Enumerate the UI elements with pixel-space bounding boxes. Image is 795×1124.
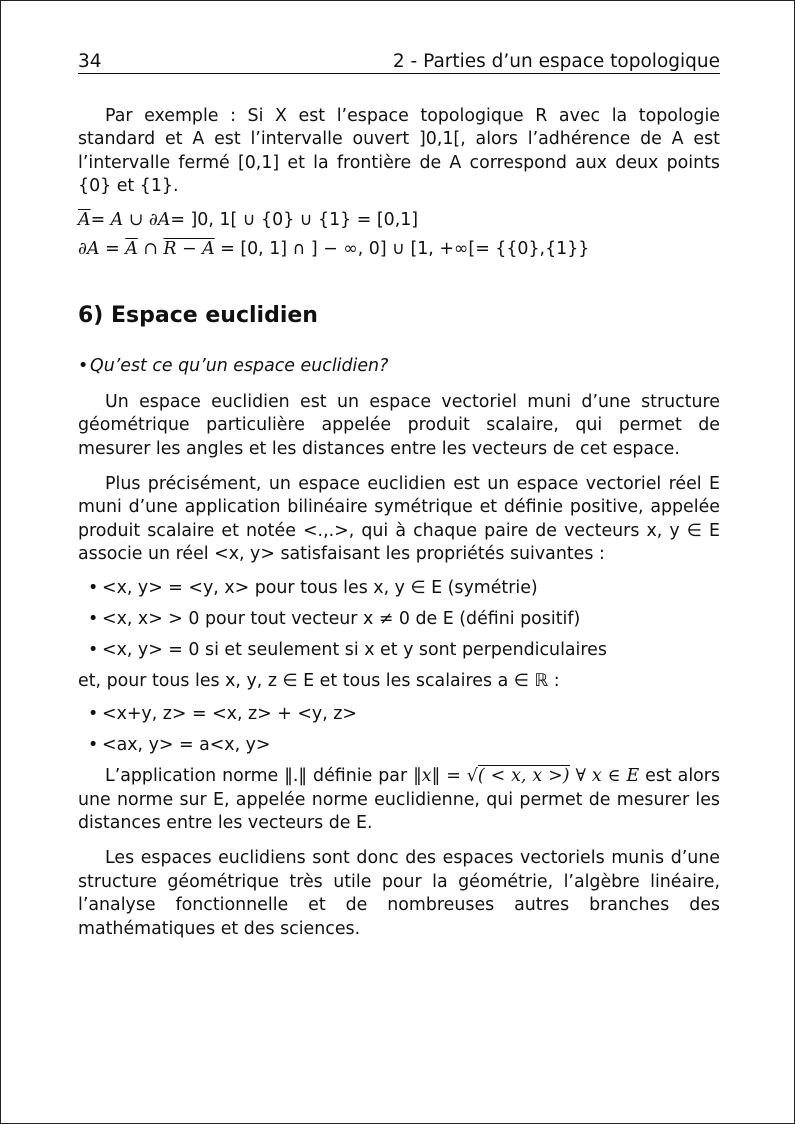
boundary-eq: = <box>99 239 126 260</box>
closure-a: A <box>110 209 124 230</box>
boundary-a: A <box>87 239 100 260</box>
closure-a-boundary: A <box>157 209 171 230</box>
chapter-title: 2 - Parties d’un espace topologique <box>392 51 720 72</box>
boundary-result: = [0, 1] ∩ ] − ∞, 0] ∪ [1, +∞[= {{0},{1}} <box>214 239 590 260</box>
list-item-text: <x, y> = 0 si et seulement si x et y sont perpendiculaires <box>102 639 607 660</box>
bullet-glyph: • <box>88 608 99 629</box>
intro-paragraph: Par exemple : Si X est l’espace topologique R avec la topologie standard et A est l’intervalle ouvert ]0,1[, alors l’adhérence de A est l’intervalle fermé [0,1] et la frontière de A correspond aux deux points {0} et {1}. <box>78 106 720 197</box>
boundary-symbol: ∂ <box>78 239 87 260</box>
section-title: 6) Espace euclidien <box>78 303 318 329</box>
bullet-glyph: • <box>88 639 99 660</box>
closure-formula <box>78 209 720 232</box>
boundary-closure-a: $\overline{A}$ <box>125 239 138 260</box>
page-content <box>78 105 720 941</box>
closure-symbol: $\overline{A}$ <box>78 209 91 230</box>
bullet-glyph: • <box>78 356 89 377</box>
list-item <box>88 577 720 600</box>
closure-result: = ]0, 1[ ∪ {0} ∪ {1} = [0,1] <box>170 209 419 230</box>
boundary-complement: R − A <box>163 239 215 260</box>
list-item <box>88 608 720 631</box>
closure-eq: = <box>90 209 111 230</box>
norm-intro: L’application norme ‖.‖ définie par <box>105 766 414 787</box>
running-header <box>78 49 720 74</box>
page-number: 34 <box>78 51 102 72</box>
properties-list <box>78 577 720 662</box>
boundary-formula <box>78 238 720 261</box>
bullet-glyph: • <box>88 735 99 756</box>
norm-sqrt: = √ <box>440 766 478 787</box>
list-item <box>88 703 720 726</box>
boundary-cap: ∩ <box>137 239 164 260</box>
closure-union-boundary: ∪ ∂ <box>123 209 158 230</box>
bullet-glyph: • <box>88 577 99 598</box>
section-question <box>78 355 720 378</box>
paragraph-definition: Un espace euclidien est un espace vectoriel muni d’une structure géométrique particulière appelée produit scalaire, qui permet de mesurer les angles et les distances entre les vecteurs de cet espace. <box>78 391 720 459</box>
norm-rest: est alors une norme sur E, appelée norme euclidienne, qui permet de mesurer les distances entre les vecteurs de E. <box>78 766 721 833</box>
paragraph-precise: Plus précisément, un espace euclidien est un espace vectoriel réel E muni d’une application bilinéaire symétrique et définie positive, appelée produit scalaire et notée <.,.>, qui à chaque paire de vecteurs x, y ∈ E associe un réel <x, y> satisfaisant les propriétés suivantes : <box>78 474 720 565</box>
list-item-text: <x, x> > 0 pour tout vecteur x ≠ 0 de E (défini positif) <box>102 608 581 629</box>
paragraph-scalars: et, pour tous les x, y, z ∈ E et tous les scalaires a ∈ ℝ : <box>78 670 560 691</box>
norm-forall: ∀ x ∈ E <box>569 766 640 787</box>
list-item-text: <x+y, z> = <x, z> + <y, z> <box>102 704 357 725</box>
list-item-text: <ax, y> = a<x, y> <box>102 735 271 756</box>
norm-radicand: ( < x, x >) <box>477 766 570 787</box>
list-item <box>88 734 720 757</box>
paragraph-conclusion: Les espaces euclidiens sont donc des espaces vectoriels munis d’une structure géométrique très utile pour la géométrie, l’algèbre linéaire, l’analyse fonctionnelle et de nombreuses autres branches des mathématiques et des sciences. <box>78 848 720 939</box>
list-item-text: <x, y> = <y, x> pour tous les x, y ∈ E (symétrie) <box>102 577 538 598</box>
linearity-list <box>78 703 720 757</box>
list-item <box>88 639 720 662</box>
paragraph-norm <box>78 765 720 835</box>
norm-x: ‖x‖ <box>413 766 441 787</box>
bullet-glyph: • <box>88 704 99 725</box>
question-text: Qu’est ce qu’un espace euclidien? <box>90 356 389 377</box>
